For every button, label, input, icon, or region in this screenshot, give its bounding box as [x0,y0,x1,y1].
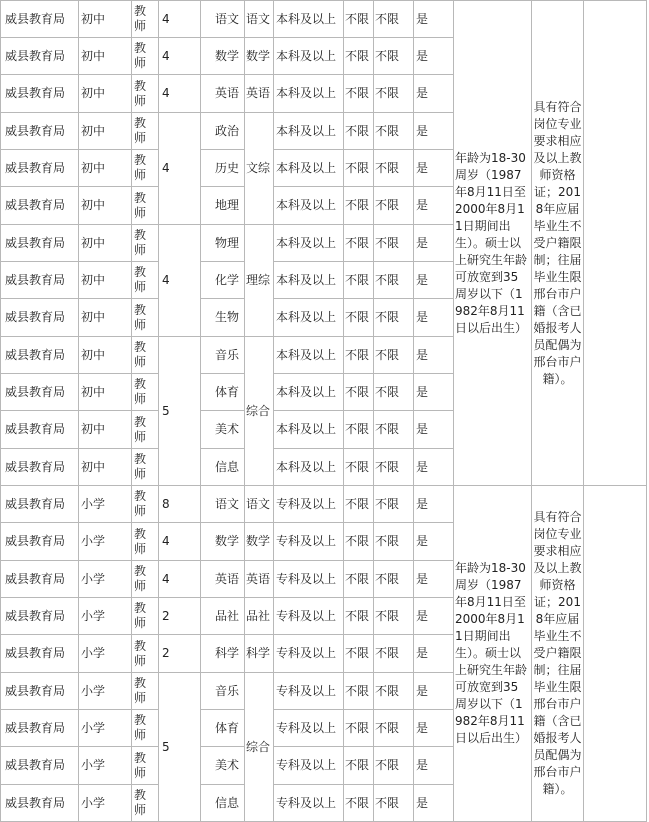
cell-gender: 不限 [374,635,414,673]
cell-level: 初中 [79,449,132,486]
cell-unit: 威县教育局 [1,523,79,561]
cell-level: 小学 [79,523,132,561]
cell-gender: 不限 [374,785,414,822]
cell-gender: 不限 [374,1,414,38]
cell-post: 教师 [132,673,159,710]
cell-gender: 不限 [374,523,414,561]
cell-post: 教师 [132,710,159,747]
cell-level: 小学 [79,486,132,523]
cell-major: 不限 [344,449,374,486]
cell-education: 专科及以上 [274,598,344,635]
cell-post: 教师 [132,486,159,523]
cell-subject: 品社 [201,598,245,635]
cell-yes: 是 [414,38,454,75]
cell-subject: 政治 [201,113,245,150]
cell-education: 本科及以上 [274,187,344,225]
cell-yes: 是 [414,747,454,785]
cell-subject: 美术 [201,747,245,785]
cell-count: 2 [159,635,201,673]
cell-yes: 是 [414,1,454,38]
cell-education: 本科及以上 [274,337,344,374]
cell-unit: 威县教育局 [1,150,79,187]
cell-subject: 生物 [201,299,245,337]
cell-subject: 体育 [201,374,245,411]
cell-category: 文综 [245,113,274,225]
cell-unit: 威县教育局 [1,262,79,299]
cell-count: 2 [159,598,201,635]
cell-unit: 威县教育局 [1,374,79,411]
cell-unit: 威县教育局 [1,1,79,38]
cell-post: 教师 [132,262,159,299]
cell-major: 不限 [344,38,374,75]
remarks-cell [584,1,647,486]
cell-unit: 威县教育局 [1,710,79,747]
cell-major: 不限 [344,710,374,747]
cell-education: 专科及以上 [274,747,344,785]
table-row [1,1,647,38]
cell-count: 5 [159,673,201,822]
cell-category: 品社 [245,598,274,635]
cell-gender: 不限 [374,374,414,411]
cell-post: 教师 [132,225,159,262]
cell-level: 小学 [79,598,132,635]
cell-subject: 数学 [201,523,245,561]
cell-unit: 威县教育局 [1,486,79,523]
cell-major: 不限 [344,523,374,561]
age-requirement-note: 年龄为18-30周岁（1987年8月11日至2000年8月11日期间出生）。硕士以上研究生年龄可放宽到35周岁以下（1982年8月11日以后出生） [454,486,532,822]
cell-level: 初中 [79,411,132,449]
cell-level: 小学 [79,747,132,785]
cell-gender: 不限 [374,411,414,449]
cell-level: 小学 [79,561,132,598]
cell-level: 初中 [79,75,132,113]
cell-unit: 威县教育局 [1,299,79,337]
cell-unit: 威县教育局 [1,449,79,486]
cell-subject: 英语 [201,75,245,113]
qualification-note: 具有符合岗位专业要求相应及以上教师资格证；2018年应届毕业生不受户籍限制；往届毕业生限邢台市户籍（含已婚报考人员配偶为邢台市户籍）。 [532,1,584,486]
cell-subject: 历史 [201,150,245,187]
cell-post: 教师 [132,523,159,561]
cell-post: 教师 [132,598,159,635]
cell-unit: 威县教育局 [1,598,79,635]
cell-education: 本科及以上 [274,1,344,38]
cell-category: 综合 [245,337,274,486]
cell-post: 教师 [132,150,159,187]
cell-unit: 威县教育局 [1,113,79,150]
cell-yes: 是 [414,411,454,449]
cell-major: 不限 [344,411,374,449]
cell-category: 语文 [245,486,274,523]
cell-level: 初中 [79,1,132,38]
cell-education: 本科及以上 [274,75,344,113]
cell-major: 不限 [344,598,374,635]
cell-level: 初中 [79,150,132,187]
cell-post: 教师 [132,113,159,150]
cell-education: 本科及以上 [274,150,344,187]
cell-gender: 不限 [374,150,414,187]
cell-gender: 不限 [374,187,414,225]
cell-unit: 威县教育局 [1,38,79,75]
cell-yes: 是 [414,225,454,262]
cell-subject: 语文 [201,1,245,38]
cell-yes: 是 [414,75,454,113]
cell-gender: 不限 [374,113,414,150]
cell-yes: 是 [414,561,454,598]
cell-education: 本科及以上 [274,449,344,486]
cell-yes: 是 [414,262,454,299]
cell-subject: 信息 [201,449,245,486]
cell-level: 小学 [79,673,132,710]
cell-subject: 美术 [201,411,245,449]
cell-post: 教师 [132,635,159,673]
cell-category: 英语 [245,75,274,113]
cell-unit: 威县教育局 [1,747,79,785]
cell-gender: 不限 [374,299,414,337]
cell-gender: 不限 [374,449,414,486]
cell-yes: 是 [414,449,454,486]
cell-major: 不限 [344,486,374,523]
cell-post: 教师 [132,299,159,337]
cell-education: 专科及以上 [274,785,344,822]
cell-education: 专科及以上 [274,523,344,561]
cell-yes: 是 [414,785,454,822]
cell-unit: 威县教育局 [1,337,79,374]
cell-level: 小学 [79,710,132,747]
table-row [1,486,647,523]
cell-gender: 不限 [374,75,414,113]
cell-post: 教师 [132,449,159,486]
cell-level: 初中 [79,299,132,337]
cell-category: 理综 [245,225,274,337]
age-requirement-note: 年龄为18-30周岁（1987年8月11日至2000年8月11日期间出生）。硕士以上研究生年龄可放宽到35周岁以下（1982年8月11日以后出生） [454,1,532,486]
cell-count: 4 [159,523,201,561]
cell-post: 教师 [132,1,159,38]
cell-yes: 是 [414,187,454,225]
cell-unit: 威县教育局 [1,673,79,710]
cell-major: 不限 [344,747,374,785]
cell-level: 初中 [79,113,132,150]
cell-unit: 威县教育局 [1,225,79,262]
cell-gender: 不限 [374,710,414,747]
cell-major: 不限 [344,673,374,710]
cell-yes: 是 [414,598,454,635]
cell-major: 不限 [344,225,374,262]
cell-yes: 是 [414,299,454,337]
cell-post: 教师 [132,374,159,411]
cell-major: 不限 [344,150,374,187]
cell-gender: 不限 [374,598,414,635]
cell-major: 不限 [344,262,374,299]
cell-post: 教师 [132,411,159,449]
cell-subject: 物理 [201,225,245,262]
cell-education: 专科及以上 [274,561,344,598]
cell-yes: 是 [414,710,454,747]
cell-count: 4 [159,561,201,598]
cell-post: 教师 [132,747,159,785]
cell-education: 专科及以上 [274,673,344,710]
cell-subject: 数学 [201,38,245,75]
cell-gender: 不限 [374,337,414,374]
cell-level: 初中 [79,225,132,262]
cell-subject: 英语 [201,561,245,598]
cell-major: 不限 [344,187,374,225]
cell-education: 本科及以上 [274,38,344,75]
cell-major: 不限 [344,75,374,113]
cell-subject: 音乐 [201,673,245,710]
cell-yes: 是 [414,486,454,523]
cell-category: 数学 [245,523,274,561]
cell-category: 语文 [245,1,274,38]
cell-yes: 是 [414,635,454,673]
cell-yes: 是 [414,113,454,150]
cell-level: 初中 [79,374,132,411]
cell-subject: 体育 [201,710,245,747]
cell-unit: 威县教育局 [1,187,79,225]
cell-education: 专科及以上 [274,486,344,523]
cell-post: 教师 [132,75,159,113]
cell-category: 科学 [245,635,274,673]
cell-education: 本科及以上 [274,113,344,150]
cell-gender: 不限 [374,486,414,523]
cell-yes: 是 [414,150,454,187]
cell-post: 教师 [132,337,159,374]
cell-subject: 化学 [201,262,245,299]
cell-category: 英语 [245,561,274,598]
cell-count: 4 [159,38,201,75]
cell-major: 不限 [344,113,374,150]
cell-post: 教师 [132,187,159,225]
cell-unit: 威县教育局 [1,785,79,822]
cell-unit: 威县教育局 [1,561,79,598]
cell-major: 不限 [344,337,374,374]
cell-count: 5 [159,337,201,486]
cell-count: 8 [159,486,201,523]
cell-post: 教师 [132,785,159,822]
cell-subject: 语文 [201,486,245,523]
cell-level: 初中 [79,262,132,299]
cell-subject: 科学 [201,635,245,673]
cell-gender: 不限 [374,673,414,710]
cell-level: 初中 [79,187,132,225]
cell-yes: 是 [414,374,454,411]
cell-gender: 不限 [374,262,414,299]
cell-major: 不限 [344,299,374,337]
cell-category: 综合 [245,673,274,822]
cell-subject: 信息 [201,785,245,822]
cell-education: 本科及以上 [274,299,344,337]
cell-level: 初中 [79,337,132,374]
cell-major: 不限 [344,785,374,822]
cell-education: 本科及以上 [274,225,344,262]
cell-major: 不限 [344,1,374,38]
cell-gender: 不限 [374,561,414,598]
cell-education: 本科及以上 [274,262,344,299]
cell-unit: 威县教育局 [1,411,79,449]
cell-level: 小学 [79,635,132,673]
cell-education: 本科及以上 [274,374,344,411]
cell-gender: 不限 [374,38,414,75]
cell-count: 4 [159,75,201,113]
cell-education: 专科及以上 [274,635,344,673]
remarks-cell [584,486,647,822]
qualification-note: 具有符合岗位专业要求相应及以上教师资格证；2018年应届毕业生不受户籍限制；往届毕业生限邢台市户籍（含已婚报考人员配偶为邢台市户籍）。 [532,486,584,822]
cell-subject: 地理 [201,187,245,225]
cell-yes: 是 [414,673,454,710]
cell-count: 4 [159,1,201,38]
cell-level: 小学 [79,785,132,822]
cell-major: 不限 [344,635,374,673]
cell-gender: 不限 [374,225,414,262]
cell-unit: 威县教育局 [1,635,79,673]
cell-major: 不限 [344,374,374,411]
cell-level: 初中 [79,38,132,75]
cell-unit: 威县教育局 [1,75,79,113]
cell-category: 数学 [245,38,274,75]
cell-yes: 是 [414,337,454,374]
cell-gender: 不限 [374,747,414,785]
cell-post: 教师 [132,561,159,598]
cell-major: 不限 [344,561,374,598]
cell-education: 专科及以上 [274,710,344,747]
cell-education: 本科及以上 [274,411,344,449]
cell-subject: 音乐 [201,337,245,374]
cell-post: 教师 [132,38,159,75]
cell-yes: 是 [414,523,454,561]
cell-count: 4 [159,225,201,337]
cell-count: 4 [159,113,201,225]
